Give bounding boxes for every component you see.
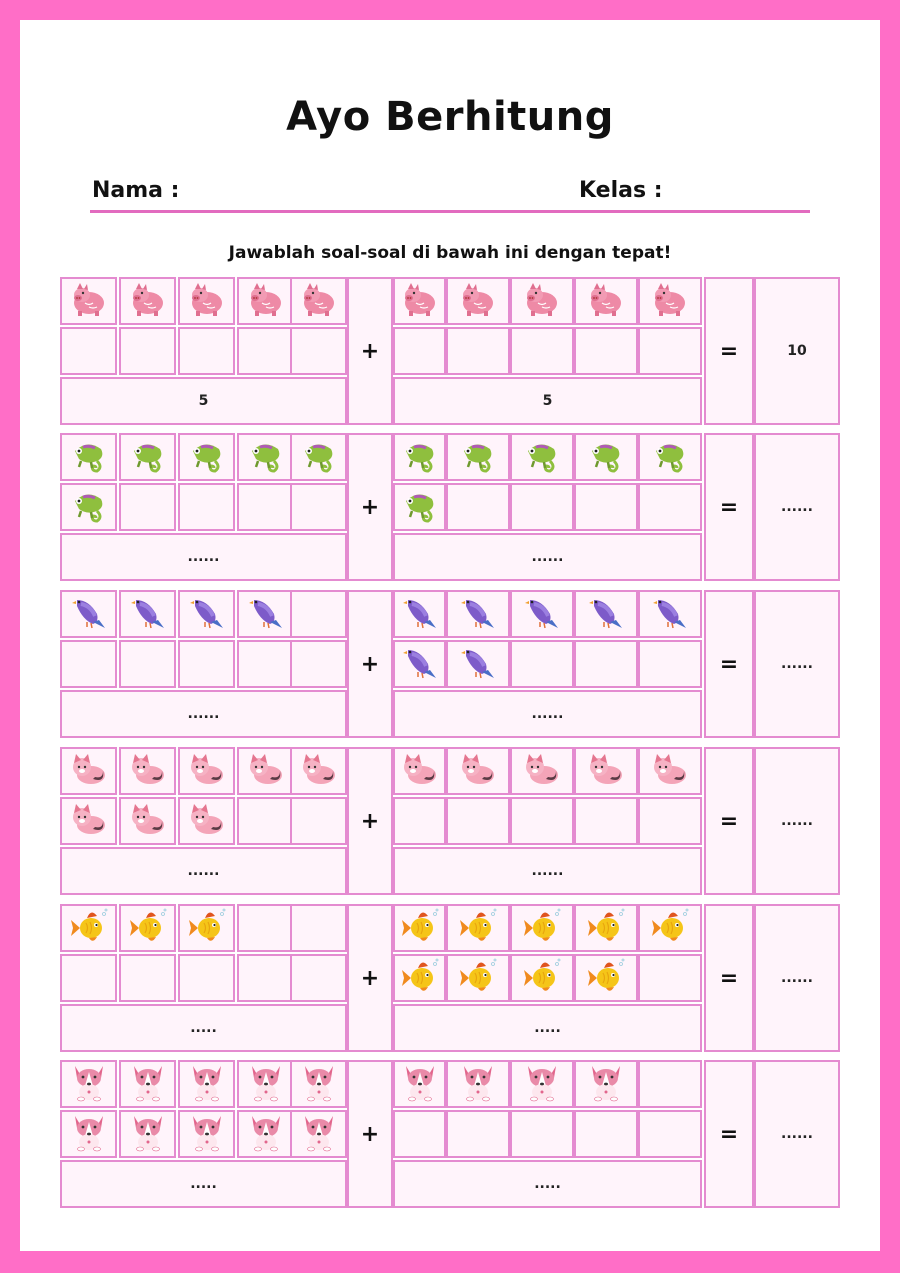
picture-cell	[60, 483, 117, 531]
fish-icon	[400, 956, 440, 1000]
picture-cell	[510, 747, 574, 795]
right-count-answer[interactable]: ......	[393, 533, 702, 581]
left-count-answer[interactable]: ......	[60, 690, 347, 738]
cat-icon	[246, 749, 286, 793]
picture-cell	[393, 954, 446, 1002]
chameleon-icon	[246, 435, 286, 479]
fish-icon	[458, 956, 498, 1000]
picture-cell	[60, 747, 117, 795]
picture-cell	[60, 954, 117, 1002]
picture-cell	[290, 904, 347, 952]
fish-icon	[522, 906, 562, 950]
fish-icon	[522, 956, 562, 1000]
corgi-icon	[128, 1112, 168, 1156]
picture-cell	[178, 640, 235, 688]
picture-cell	[290, 277, 347, 325]
bird-icon	[128, 592, 168, 636]
picture-cell	[510, 640, 574, 688]
fish-icon	[128, 906, 168, 950]
picture-cell	[510, 277, 574, 325]
picture-cell	[510, 954, 574, 1002]
picture-cell	[574, 433, 638, 481]
picture-cell	[237, 590, 294, 638]
picture-cell	[446, 747, 510, 795]
cat-icon	[458, 749, 498, 793]
chameleon-icon	[69, 485, 109, 529]
picture-cell	[638, 640, 702, 688]
total-answer[interactable]: ......	[754, 747, 840, 895]
picture-cell	[237, 277, 294, 325]
picture-cell	[178, 904, 235, 952]
picture-cell	[119, 640, 176, 688]
corgi-icon	[187, 1062, 227, 1106]
picture-cell	[290, 747, 347, 795]
picture-cell	[393, 1060, 446, 1108]
picture-cell	[119, 1110, 176, 1158]
plus-sign: +	[347, 590, 393, 738]
corgi-icon	[299, 1062, 339, 1106]
equals-sign: =	[704, 747, 754, 895]
fish-icon	[586, 956, 626, 1000]
left-count-answer[interactable]: .....	[60, 1004, 347, 1052]
picture-cell	[119, 433, 176, 481]
picture-cell	[574, 797, 638, 845]
corgi-icon	[458, 1062, 498, 1106]
cat-icon	[187, 749, 227, 793]
picture-cell	[119, 327, 176, 375]
picture-cell	[574, 904, 638, 952]
left-count-answer[interactable]: .....	[60, 1160, 347, 1208]
picture-cell	[290, 797, 347, 845]
corgi-icon	[69, 1062, 109, 1106]
corgi-icon	[522, 1062, 562, 1106]
problem-row	[60, 904, 840, 1052]
chameleon-icon	[299, 435, 339, 479]
picture-cell	[393, 1110, 446, 1158]
picture-cell	[574, 640, 638, 688]
left-count-answer[interactable]: ......	[60, 533, 347, 581]
bird-icon	[458, 592, 498, 636]
picture-cell	[178, 954, 235, 1002]
cat-icon	[128, 749, 168, 793]
picture-cell	[638, 1060, 702, 1108]
picture-cell	[510, 590, 574, 638]
picture-cell	[178, 797, 235, 845]
equals-sign: =	[704, 277, 754, 425]
fish-icon	[400, 906, 440, 950]
bird-icon	[246, 592, 286, 636]
picture-cell	[510, 1060, 574, 1108]
picture-cell	[638, 904, 702, 952]
picture-cell	[574, 483, 638, 531]
pig-icon	[128, 279, 168, 323]
instruction-text: Jawablah soal-soal di bawah ini dengan tepat!	[228, 243, 672, 263]
chameleon-icon	[522, 435, 562, 479]
picture-cell	[446, 1060, 510, 1108]
picture-cell	[119, 483, 176, 531]
right-count-answer[interactable]: .....	[393, 1004, 702, 1052]
picture-cell	[446, 277, 510, 325]
bird-icon	[400, 642, 440, 686]
picture-cell	[510, 433, 574, 481]
picture-cell	[393, 590, 446, 638]
plus-sign: +	[347, 277, 393, 425]
picture-cell	[393, 640, 446, 688]
chameleon-icon	[458, 435, 498, 479]
plus-sign: +	[347, 904, 393, 1052]
picture-cell	[60, 327, 117, 375]
picture-cell	[638, 590, 702, 638]
problem-row	[60, 747, 840, 895]
picture-cell	[60, 433, 117, 481]
picture-cell	[510, 1110, 574, 1158]
total-answer[interactable]: ......	[754, 1060, 840, 1208]
right-count-answer[interactable]: 5	[393, 377, 702, 425]
problem-row	[60, 1060, 840, 1208]
picture-cell	[393, 904, 446, 952]
bird-icon	[586, 592, 626, 636]
picture-cell	[638, 433, 702, 481]
chameleon-icon	[400, 485, 440, 529]
right-count-answer[interactable]: ......	[393, 690, 702, 738]
chameleon-icon	[650, 435, 690, 479]
picture-cell	[237, 327, 294, 375]
picture-cell	[60, 904, 117, 952]
picture-cell	[119, 797, 176, 845]
picture-cell	[290, 327, 347, 375]
picture-cell	[178, 590, 235, 638]
name-underline	[90, 210, 810, 213]
bird-icon	[522, 592, 562, 636]
corgi-icon	[187, 1112, 227, 1156]
picture-cell	[60, 797, 117, 845]
picture-cell	[446, 640, 510, 688]
left-count-answer[interactable]: ......	[60, 847, 347, 895]
picture-cell	[60, 1110, 117, 1158]
picture-cell	[446, 1110, 510, 1158]
chameleon-icon	[187, 435, 227, 479]
bird-icon	[400, 592, 440, 636]
total-answer[interactable]: ......	[754, 904, 840, 1052]
worksheet	[20, 20, 880, 1251]
problem-row	[60, 590, 840, 738]
picture-cell	[638, 954, 702, 1002]
picture-cell	[446, 797, 510, 845]
chameleon-icon	[400, 435, 440, 479]
picture-cell	[574, 327, 638, 375]
pig-icon	[299, 279, 339, 323]
cat-icon	[69, 749, 109, 793]
picture-cell	[393, 327, 446, 375]
cat-icon	[187, 799, 227, 843]
equals-sign: =	[704, 590, 754, 738]
picture-cell	[510, 797, 574, 845]
equals-sign: =	[704, 433, 754, 581]
picture-cell	[510, 483, 574, 531]
fish-icon	[586, 906, 626, 950]
picture-cell	[290, 483, 347, 531]
bird-icon	[187, 592, 227, 636]
picture-cell	[178, 433, 235, 481]
total-answer[interactable]: 10	[754, 277, 840, 425]
picture-cell	[574, 590, 638, 638]
fish-icon	[650, 906, 690, 950]
picture-cell	[393, 797, 446, 845]
bird-icon	[69, 592, 109, 636]
picture-cell	[178, 1060, 235, 1108]
picture-cell	[237, 1060, 294, 1108]
class-label: Kelas :	[579, 178, 663, 203]
corgi-icon	[299, 1112, 339, 1156]
pig-icon	[187, 279, 227, 323]
picture-cell	[290, 954, 347, 1002]
plus-sign: +	[347, 747, 393, 895]
picture-cell	[393, 277, 446, 325]
picture-cell	[119, 747, 176, 795]
picture-cell	[393, 433, 446, 481]
picture-cell	[638, 1110, 702, 1158]
corgi-icon	[586, 1062, 626, 1106]
bird-icon	[458, 642, 498, 686]
plus-sign: +	[347, 1060, 393, 1208]
pig-icon	[586, 279, 626, 323]
picture-cell	[574, 747, 638, 795]
picture-cell	[393, 483, 446, 531]
picture-cell	[178, 1110, 235, 1158]
problem-row	[60, 277, 840, 425]
picture-cell	[290, 640, 347, 688]
pig-icon	[246, 279, 286, 323]
fish-icon	[187, 906, 227, 950]
picture-cell	[178, 747, 235, 795]
picture-cell	[510, 904, 574, 952]
picture-cell	[574, 1110, 638, 1158]
picture-cell	[237, 747, 294, 795]
picture-cell	[574, 954, 638, 1002]
cat-icon	[522, 749, 562, 793]
fish-icon	[69, 906, 109, 950]
picture-cell	[638, 747, 702, 795]
picture-cell	[290, 433, 347, 481]
picture-cell	[638, 797, 702, 845]
left-count-answer[interactable]: 5	[60, 377, 347, 425]
fish-icon	[458, 906, 498, 950]
picture-cell	[237, 640, 294, 688]
picture-cell	[446, 904, 510, 952]
picture-cell	[119, 954, 176, 1002]
cat-icon	[400, 749, 440, 793]
picture-cell	[237, 797, 294, 845]
picture-cell	[237, 904, 294, 952]
equals-sign: =	[704, 904, 754, 1052]
corgi-icon	[69, 1112, 109, 1156]
corgi-icon	[128, 1062, 168, 1106]
total-answer[interactable]: ......	[754, 590, 840, 738]
picture-cell	[446, 954, 510, 1002]
cat-icon	[650, 749, 690, 793]
picture-cell	[290, 1060, 347, 1108]
chameleon-icon	[69, 435, 109, 479]
corgi-icon	[246, 1112, 286, 1156]
picture-cell	[446, 327, 510, 375]
picture-cell	[638, 483, 702, 531]
pig-icon	[650, 279, 690, 323]
picture-cell	[290, 590, 347, 638]
picture-cell	[60, 640, 117, 688]
corgi-icon	[246, 1062, 286, 1106]
picture-cell	[178, 327, 235, 375]
picture-cell	[446, 433, 510, 481]
pig-icon	[458, 279, 498, 323]
right-count-answer[interactable]: ......	[393, 847, 702, 895]
picture-cell	[119, 590, 176, 638]
picture-cell	[237, 483, 294, 531]
picture-cell	[119, 1060, 176, 1108]
cat-icon	[69, 799, 109, 843]
picture-cell	[60, 277, 117, 325]
picture-cell	[237, 954, 294, 1002]
chameleon-icon	[128, 435, 168, 479]
picture-cell	[574, 277, 638, 325]
picture-cell	[178, 277, 235, 325]
corgi-icon	[400, 1062, 440, 1106]
picture-cell	[510, 327, 574, 375]
picture-cell	[119, 277, 176, 325]
picture-cell	[119, 904, 176, 952]
problem-row	[60, 433, 840, 581]
total-answer[interactable]: ......	[754, 433, 840, 581]
page-title: Ayo Berhitung	[286, 94, 614, 140]
pig-icon	[522, 279, 562, 323]
picture-cell	[638, 327, 702, 375]
pig-icon	[400, 279, 440, 323]
picture-cell	[574, 1060, 638, 1108]
picture-cell	[446, 483, 510, 531]
picture-cell	[60, 1060, 117, 1108]
name-label: Nama :	[92, 178, 180, 203]
picture-cell	[290, 1110, 347, 1158]
cat-icon	[299, 749, 339, 793]
picture-cell	[60, 590, 117, 638]
bird-icon	[650, 592, 690, 636]
picture-cell	[178, 483, 235, 531]
picture-cell	[446, 590, 510, 638]
pig-icon	[69, 279, 109, 323]
right-count-answer[interactable]: .....	[393, 1160, 702, 1208]
plus-sign: +	[347, 433, 393, 581]
picture-cell	[237, 1110, 294, 1158]
cat-icon	[128, 799, 168, 843]
picture-cell	[638, 277, 702, 325]
equals-sign: =	[704, 1060, 754, 1208]
cat-icon	[586, 749, 626, 793]
chameleon-icon	[586, 435, 626, 479]
picture-cell	[237, 433, 294, 481]
picture-cell	[393, 747, 446, 795]
